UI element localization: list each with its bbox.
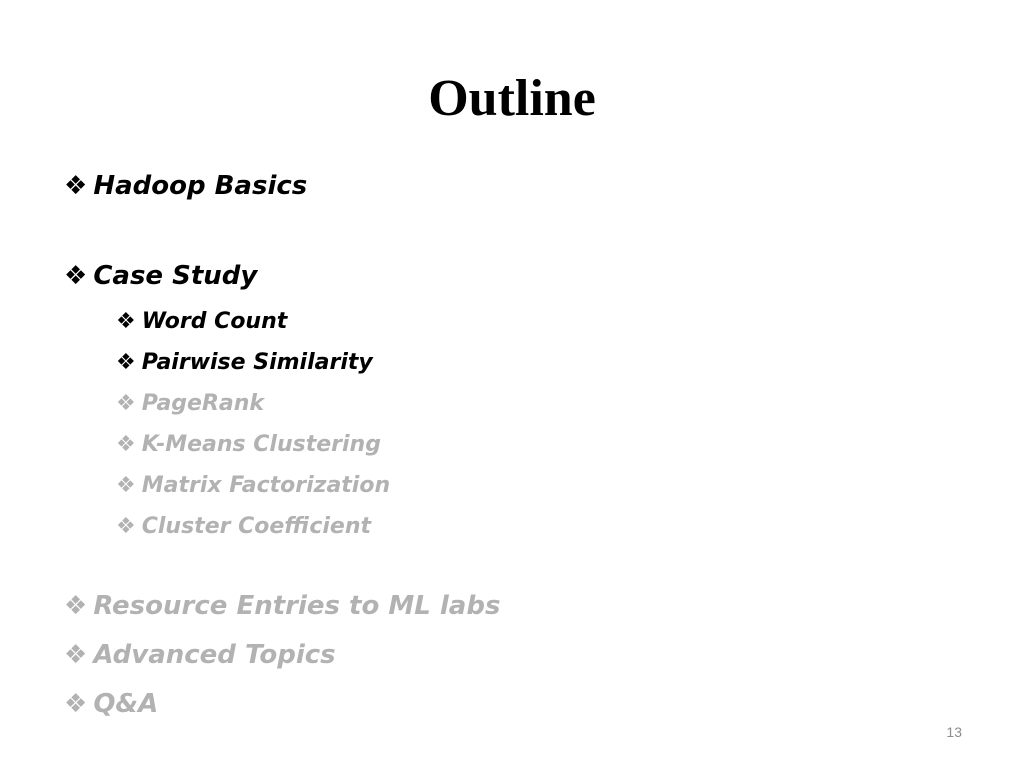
diamond-bullet-icon: ❖: [116, 349, 136, 375]
slide-title: Outline: [428, 70, 596, 127]
outline-subitem-word-count: [116, 306, 287, 336]
outline-item-label: Q&A: [93, 689, 159, 719]
diamond-bullet-icon: ❖: [116, 513, 136, 539]
diamond-bullet-icon: ❖: [116, 390, 136, 416]
outline-subitem-matrix-factorization: [116, 470, 390, 500]
outline-subitem-pagerank: [116, 388, 264, 418]
outline-item-label: Resource Entries to ML labs: [93, 591, 501, 621]
diamond-bullet-icon: ❖: [64, 640, 88, 670]
outline-item-label: Pairwise Similarity: [141, 349, 373, 375]
diamond-bullet-icon: ❖: [64, 591, 88, 621]
outline-item-hadoop-basics: [64, 168, 307, 204]
outline-subitem-pairwise-similarity: [116, 347, 373, 377]
diamond-bullet-icon: ❖: [64, 261, 88, 291]
outline-item-label: Word Count: [141, 308, 288, 334]
diamond-bullet-icon: ❖: [64, 689, 88, 719]
page-number: 13: [946, 724, 962, 740]
outline-item-qa: [64, 686, 158, 722]
diamond-bullet-icon: ❖: [116, 308, 136, 334]
diamond-bullet-icon: ❖: [116, 431, 136, 457]
diamond-bullet-icon: ❖: [116, 472, 136, 498]
outline-item-label: Matrix Factorization: [141, 472, 391, 498]
outline-item-advanced-topics: [64, 637, 336, 673]
outline-item-label: K-Means Clustering: [141, 431, 381, 457]
outline-item-label: Hadoop Basics: [93, 171, 308, 201]
outline-subitem-cluster-coefficient: [116, 511, 371, 541]
outline-item-label: PageRank: [141, 390, 265, 416]
outline-item-label: Case Study: [93, 261, 258, 291]
outline-item-resource-entries: [64, 588, 500, 624]
outline-item-label: Advanced Topics: [93, 640, 336, 670]
outline-item-case-study: [64, 258, 257, 294]
outline-subitem-k-means-clustering: [116, 429, 381, 459]
outline-item-label: Cluster Coefficient: [141, 513, 372, 539]
diamond-bullet-icon: ❖: [64, 171, 88, 201]
